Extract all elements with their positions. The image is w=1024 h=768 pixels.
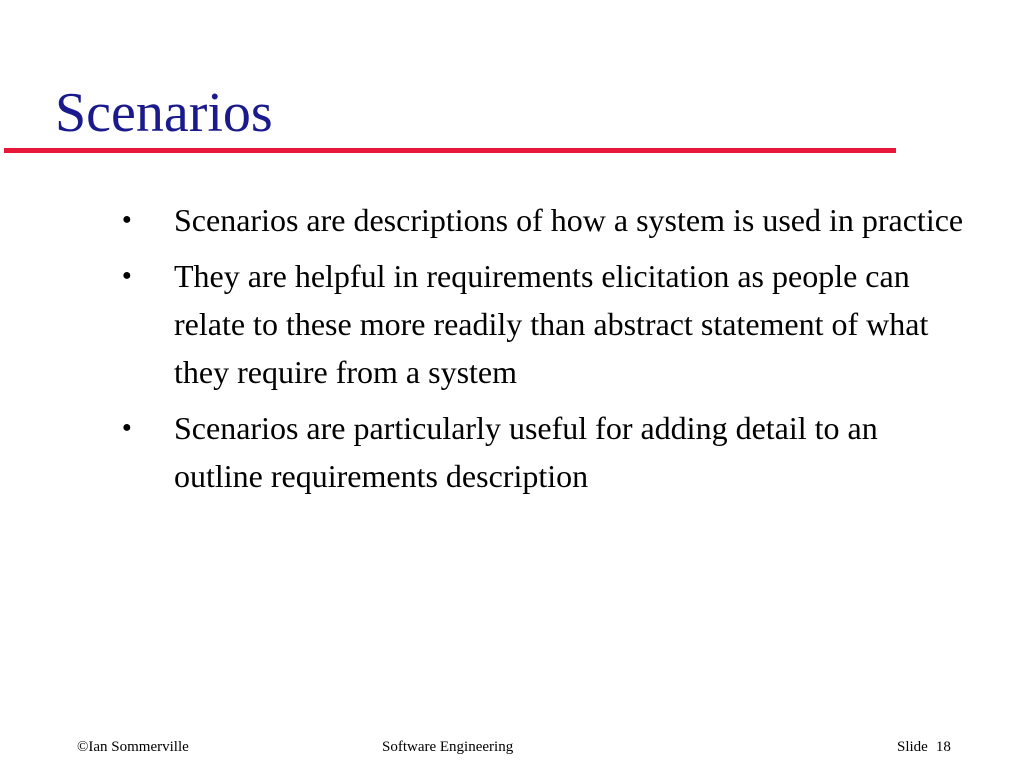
bullet-text: They are helpful in requirements elicitation as people can relate to these more readily than abstract statement of what they require from a system bbox=[174, 258, 929, 390]
title-underline-divider bbox=[4, 148, 896, 153]
slide-title: Scenarios bbox=[55, 82, 273, 144]
bullet-dot-icon: ● bbox=[122, 267, 132, 284]
bullet-text: Scenarios are particularly useful for adding detail to an outline requirements description bbox=[174, 410, 878, 494]
footer-course: Software Engineering bbox=[382, 739, 514, 755]
bullet-item bbox=[118, 196, 988, 244]
bullet-item bbox=[118, 252, 988, 396]
slide-number: 18 bbox=[935, 739, 951, 755]
bullet-item bbox=[118, 404, 988, 500]
bullet-text: Scenarios are descriptions of how a system is used in practice bbox=[174, 202, 964, 238]
footer-author: ©Ian Sommerville bbox=[77, 739, 189, 755]
bullet-dot-icon: ● bbox=[122, 419, 132, 436]
footer-slide-number bbox=[897, 737, 951, 757]
bullet-list bbox=[118, 196, 988, 508]
slide-label: Slide bbox=[897, 739, 928, 755]
bullet-dot-icon: ● bbox=[122, 211, 132, 228]
